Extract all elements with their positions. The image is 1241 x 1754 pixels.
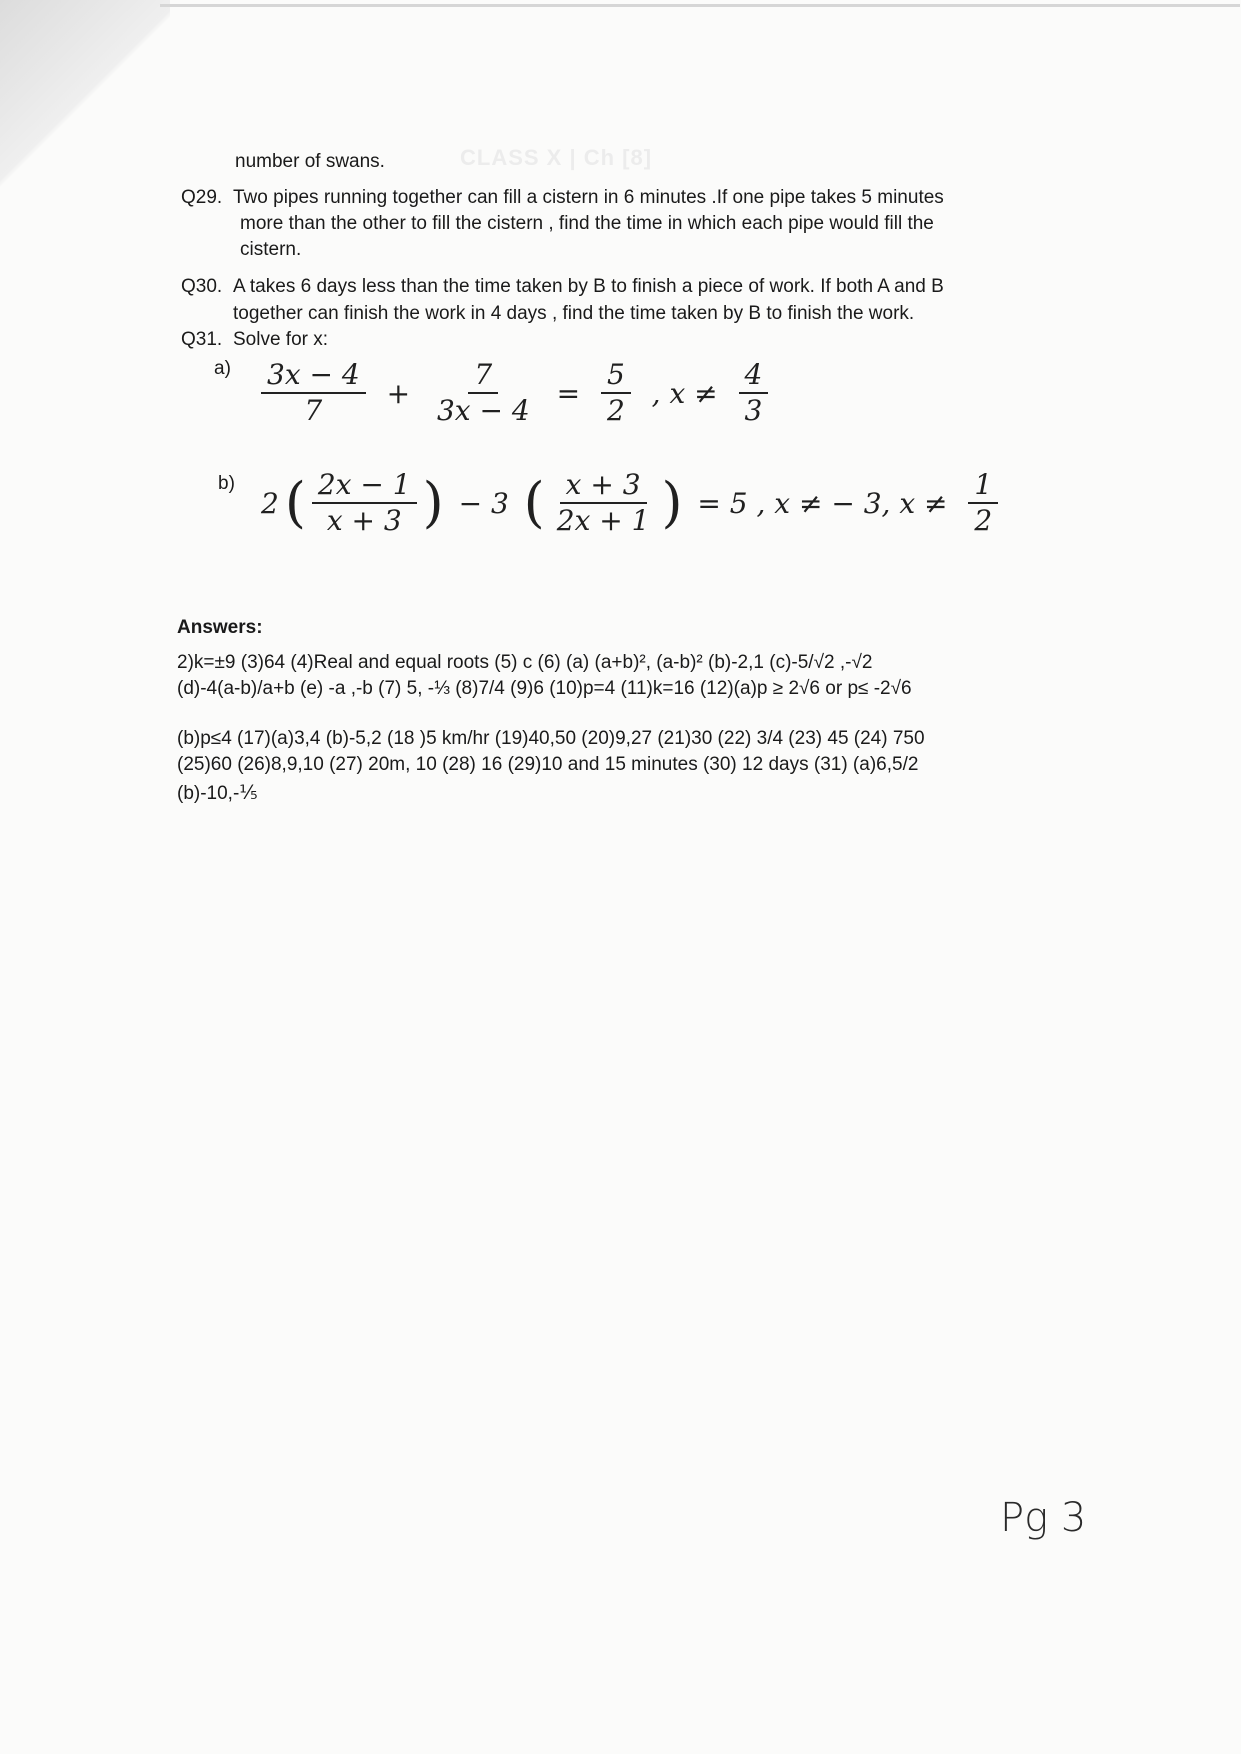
fraction [431,360,536,426]
equals-sign: = [556,376,581,410]
fraction [739,360,769,426]
q30-line1: A takes 6 days less than the time taken by B to finish a piece of work. If both A and B [233,276,944,297]
right-paren: ) [422,471,444,534]
denominator: 2 [974,504,993,537]
q30-line2: together can finish the work in 4 days , find the time taken by B to finish the work. [233,303,915,324]
text-line-swans: number of swans. [235,151,385,172]
q31-text: Solve for x: [233,329,329,350]
denominator: x + 3 [326,504,402,537]
numerator: 4 [739,360,769,394]
page-number-handwritten: Pg 3 [1000,1495,1087,1541]
coefficient: 2 [261,486,279,520]
right-paren: ) [661,471,683,534]
answers-line4: (25)60 (26)8,9,10 (27) 20m, 10 (28) 16 (29)10 and 15 minutes (30) 12 days (31) (a)6,5/2 [177,754,919,775]
numerator: 3x − 4 [261,360,366,394]
q29-line2: more than the other to fill the cistern , find the time in which each pipe would fill the [240,213,934,234]
q29-number: Q29. [181,187,223,208]
denominator: 3 [744,394,763,427]
answers-line2: (d)-4(a-b)/a+b (e) -a ,-b (7) 5, -⅓ (8)7/4 (9)6 (10)p=4 (11)k=16 (12)(a)p ≥ 2√6 or p≤ -2√6 [177,678,912,699]
plus-sign: + [386,376,411,410]
answers-heading: Answers: [177,617,263,638]
fraction [601,360,631,426]
scan-top-edge [160,4,1240,7]
denominator: 2 [606,394,625,427]
answers-line5: (b)-10,-⅕ [177,783,258,804]
denominator: 7 [304,394,323,427]
fraction [261,360,366,426]
q31-number: Q31. [181,329,223,350]
folded-corner [0,0,170,230]
numerator: x + 3 [560,470,647,504]
numerator: 5 [601,360,631,394]
answers-line3: (b)p≤4 (17)(a)3,4 (b)-5,2 (18 )5 km/hr (19)40,50 (20)9,27 (21)30 (22) 3/4 (23) 45 (24) 750 [177,728,925,749]
q29-line3: cistern. [240,239,302,260]
faded-heading: CLASS X | Ch [8] [460,145,653,170]
q31-b-equation [255,470,1004,536]
denominator: 3x − 4 [436,394,530,427]
numerator: 7 [468,360,498,394]
q30-number: Q30. [181,276,223,297]
fraction [968,470,998,536]
q29-line1: Two pipes running together can fill a cistern in 6 minutes .If one pipe takes 5 minutes [233,187,944,208]
fraction [551,470,656,536]
answers-line1: 2)k=±9 (3)64 (4)Real and equal roots (5) c (6) (a) (a+b)², (a-b)² (b)-2,1 (c)-5/√2 ,-√2 [177,652,873,673]
condition-text: = 5 , x ≠ − 3, x ≠ [697,486,948,520]
denominator: 2x + 1 [556,504,650,537]
left-paren: ( [284,471,306,534]
condition-text: , x ≠ [651,376,718,410]
left-paren: ( [523,471,545,534]
numerator: 1 [968,470,998,504]
q31-a-label: a) [214,358,231,379]
q31-b-label: b) [218,473,235,494]
fraction [312,470,417,536]
numerator: 2x − 1 [312,470,417,504]
q31-a-equation [255,360,774,426]
minus-term: − 3 [458,486,509,520]
